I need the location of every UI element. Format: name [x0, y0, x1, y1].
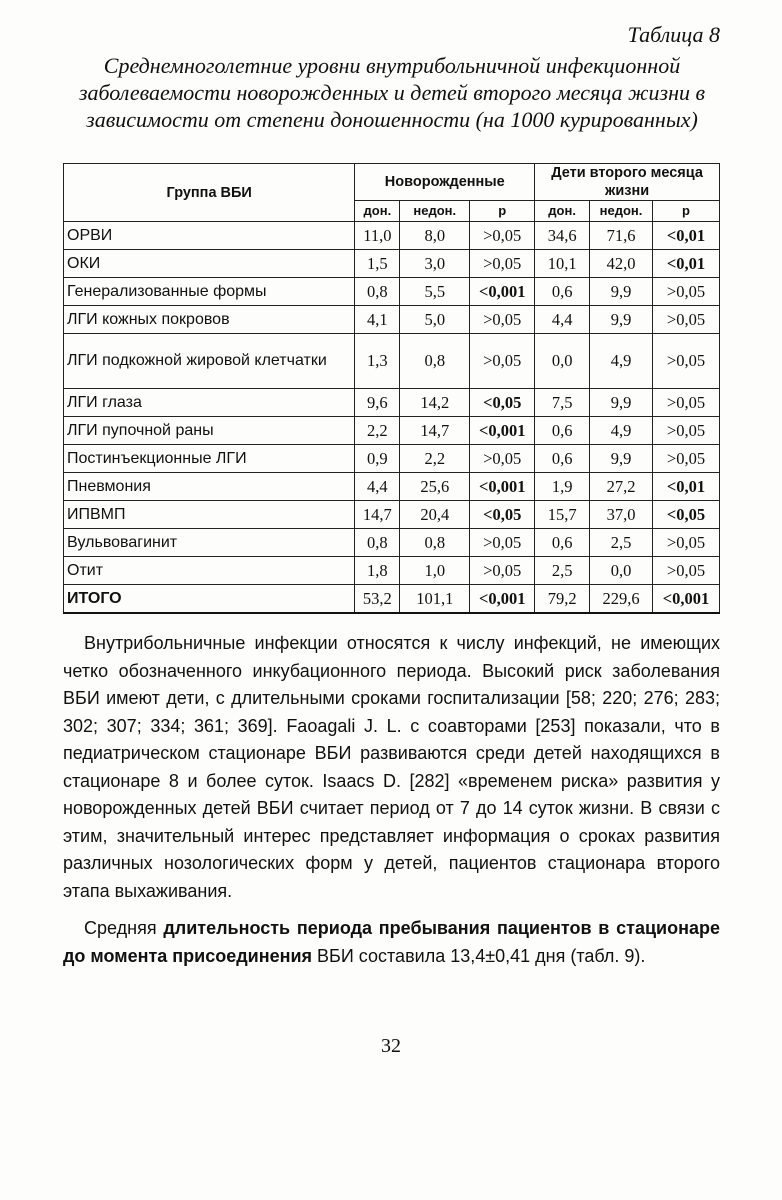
- table-cell: <0,001: [470, 473, 535, 501]
- table-cell: 4,4: [535, 306, 590, 334]
- table-cell: 3,0: [400, 250, 470, 278]
- table-cell: 27,2: [590, 473, 653, 501]
- header-group: Группа ВБИ: [64, 164, 355, 222]
- table-cell: 5,0: [400, 306, 470, 334]
- table-row: [64, 473, 720, 501]
- table-cell: >0,05: [653, 417, 720, 445]
- table-cell: 229,6: [590, 585, 653, 614]
- table-cell: <0,01: [653, 250, 720, 278]
- table-cell: 20,4: [400, 501, 470, 529]
- table-cell: 0,6: [535, 417, 590, 445]
- table-cell: 4,1: [355, 306, 400, 334]
- header-newborn: Новорожденные: [355, 164, 535, 201]
- table-caption: Среднемноголетние уровни внутрибольничной инфекционной заболеваемости новорожденных и детей второго месяца жизни в зависимости от степени доношенности (на 1000 курированных): [78, 53, 706, 132]
- table-cell: 5,5: [400, 278, 470, 306]
- subheader-cell: p: [653, 201, 720, 222]
- row-label: ЛГИ глаза: [64, 389, 355, 417]
- table-cell: 0,8: [355, 529, 400, 557]
- subheader-cell: p: [470, 201, 535, 222]
- table-cell: 2,2: [400, 445, 470, 473]
- table-cell: 11,0: [355, 222, 400, 250]
- table-cell: >0,05: [470, 557, 535, 585]
- row-label: ЛГИ подкожной жировой клетчатки: [64, 334, 355, 389]
- row-label: Пневмония: [64, 473, 355, 501]
- table-cell: 0,0: [590, 557, 653, 585]
- table-cell: 37,0: [590, 501, 653, 529]
- table-cell: 0,8: [400, 334, 470, 389]
- table-cell: 0,0: [535, 334, 590, 389]
- row-label: ОКИ: [64, 250, 355, 278]
- table-cell: 1,3: [355, 334, 400, 389]
- table-cell: 7,5: [535, 389, 590, 417]
- page-number: 32: [381, 1035, 401, 1057]
- table-cell: 4,4: [355, 473, 400, 501]
- table-cell: 9,9: [590, 389, 653, 417]
- table-row: [64, 250, 720, 278]
- table-cell: 2,5: [590, 529, 653, 557]
- row-label: ЛГИ кожных покровов: [64, 306, 355, 334]
- table-cell: >0,05: [470, 334, 535, 389]
- table-cell: 0,8: [400, 529, 470, 557]
- subheader-cell: недон.: [590, 201, 653, 222]
- table-cell: 9,9: [590, 278, 653, 306]
- table-row: [64, 334, 720, 389]
- table-cell: >0,05: [653, 334, 720, 389]
- table-cell: 1,5: [355, 250, 400, 278]
- table-cell: >0,05: [653, 389, 720, 417]
- table-cell: 9,9: [590, 445, 653, 473]
- table-cell: >0,05: [653, 529, 720, 557]
- table-row: [64, 557, 720, 585]
- table-cell: 4,9: [590, 417, 653, 445]
- row-label: Вульвовагинит: [64, 529, 355, 557]
- table-cell: 1,9: [535, 473, 590, 501]
- row-label: ИТОГО: [64, 585, 355, 614]
- table-cell: <0,01: [653, 222, 720, 250]
- table-cell: 0,6: [535, 529, 590, 557]
- body-text: [63, 630, 720, 980]
- subheader-cell: недон.: [400, 201, 470, 222]
- table-cell: 42,0: [590, 250, 653, 278]
- table-body: [64, 222, 720, 614]
- table-row: [64, 417, 720, 445]
- table-cell: 1,8: [355, 557, 400, 585]
- table-cell: <0,001: [470, 278, 535, 306]
- table-row: [64, 278, 720, 306]
- table-cell: 0,9: [355, 445, 400, 473]
- table-cell: <0,001: [653, 585, 720, 614]
- subheader-cell: дон.: [355, 201, 400, 222]
- table-cell: 14,2: [400, 389, 470, 417]
- table-cell: >0,05: [470, 250, 535, 278]
- data-table: [63, 163, 720, 614]
- paragraph-2: Средняя длительность периода пребывания пациентов в стационаре до момента присоединения ВБИ составила 13,4±0,41 дня (табл. 9).: [63, 918, 720, 966]
- table-cell: 2,5: [535, 557, 590, 585]
- table-row: [64, 306, 720, 334]
- table-cell: 101,1: [400, 585, 470, 614]
- table-cell: 9,6: [355, 389, 400, 417]
- table-cell: >0,05: [653, 445, 720, 473]
- table-cell: 2,2: [355, 417, 400, 445]
- row-label: Генерализованные формы: [64, 278, 355, 306]
- row-label: ИПВМП: [64, 501, 355, 529]
- table-cell: 9,9: [590, 306, 653, 334]
- row-label: ОРВИ: [64, 222, 355, 250]
- table-cell: >0,05: [653, 278, 720, 306]
- table-row: [64, 222, 720, 250]
- table-cell: 71,6: [590, 222, 653, 250]
- table-cell: 53,2: [355, 585, 400, 614]
- row-label: ЛГИ пупочной раны: [64, 417, 355, 445]
- table-cell: <0,05: [470, 389, 535, 417]
- table-row: [64, 389, 720, 417]
- table-label: Таблица 8: [627, 22, 720, 47]
- table-cell: 0,6: [535, 278, 590, 306]
- table-cell: <0,05: [653, 501, 720, 529]
- table-cell: 14,7: [355, 501, 400, 529]
- table-cell: 10,1: [535, 250, 590, 278]
- table-cell: 25,6: [400, 473, 470, 501]
- row-label: Постинъекционные ЛГИ: [64, 445, 355, 473]
- table-row: [64, 529, 720, 557]
- table-row: [64, 585, 720, 614]
- row-label: Отит: [64, 557, 355, 585]
- table-cell: 8,0: [400, 222, 470, 250]
- table-cell: 34,6: [535, 222, 590, 250]
- table-cell: 0,6: [535, 445, 590, 473]
- table-cell: >0,05: [653, 557, 720, 585]
- subheader-cell: дон.: [535, 201, 590, 222]
- table-cell: 0,8: [355, 278, 400, 306]
- table-cell: <0,05: [470, 501, 535, 529]
- table-cell: >0,05: [470, 529, 535, 557]
- table-cell: <0,001: [470, 585, 535, 614]
- table-row: [64, 501, 720, 529]
- table-cell: <0,01: [653, 473, 720, 501]
- table-cell: 15,7: [535, 501, 590, 529]
- table-cell: >0,05: [470, 222, 535, 250]
- table-cell: 4,9: [590, 334, 653, 389]
- table-cell: >0,05: [470, 306, 535, 334]
- table-row: [64, 445, 720, 473]
- header-second-month: Дети второго месяца жизни: [535, 164, 720, 201]
- paragraph-1: Внутрибольничные инфекции относятся к числу инфекций, не имеющих четко обозначенного инкубационного периода. Высокий риск заболевания ВБИ имеют дети, с длительными сроками госпитализации [58; 220; 276; 283; 302; 307; 334; 361; 369]. Faoagali J. L. с соавторами [253] показали, что в педиатрическом стационаре ВБИ развиваются среди детей находящихся в стационаре 8 и более суток. Isaacs D. [282] «временем риска» развития у новорожденных детей ВБИ считает период от 7 до 14 суток жизни. В связи с этим, значительный интерес представляет информация о сроках развития различных нозологических форм у детей, пациентов стационара второго этапа выхаживания.: [63, 633, 720, 901]
- table-cell: >0,05: [653, 306, 720, 334]
- table-cell: 1,0: [400, 557, 470, 585]
- emphasis-text: длительность периода пребывания пациентов в стационаре до момента присоединения: [63, 918, 720, 966]
- table-cell: 79,2: [535, 585, 590, 614]
- table-cell: >0,05: [470, 445, 535, 473]
- table-cell: <0,001: [470, 417, 535, 445]
- table-cell: 14,7: [400, 417, 470, 445]
